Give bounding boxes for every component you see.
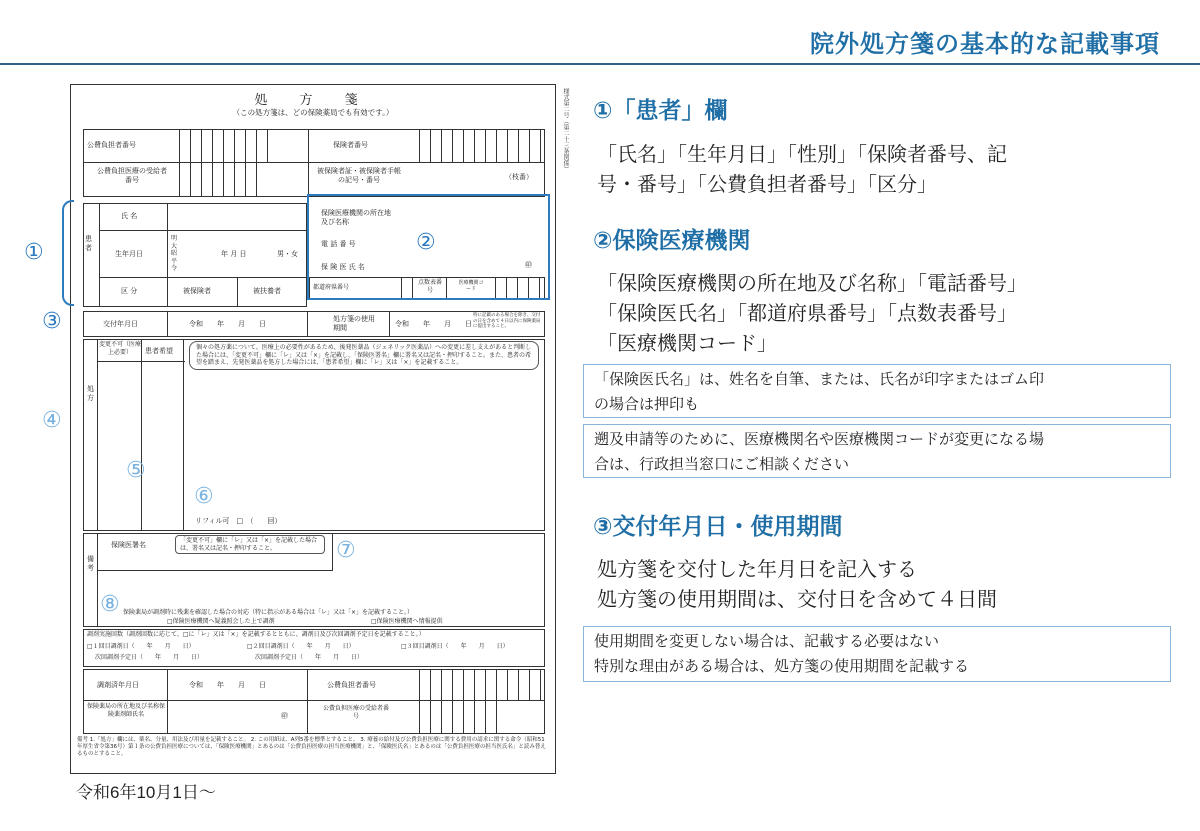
section-patient-body [597, 139, 1007, 199]
next-2: 次回調剤予定日（ 年 月 日） [255, 654, 364, 661]
institution-note-1-line2: の場合は押印も [594, 395, 700, 413]
dispensed-date-label: 調剤済年月日 [97, 681, 139, 689]
pharmacy-addr-label: 保険薬局の所在地及び名称保険薬剤師氏名 [87, 703, 166, 718]
marker-6: ⑥ [194, 484, 214, 509]
issue-date-value: 令和 年 月 日 [189, 320, 266, 328]
insured-card-label: 被保険者証・被保険者手帳の記号・番号 [317, 167, 401, 185]
marker-1: ① [24, 240, 44, 265]
recipient-boxes [169, 162, 257, 197]
payer-no-boxes-2 [409, 669, 541, 701]
issue-note-line2: 特別な理由がある場合は、処方箋の使用期間を記載する [594, 657, 970, 675]
institution-note-2-line1: 遡及申請等のために、医療機関名や医療機関コードが変更になる場 [594, 430, 1045, 448]
doctor-name-label: 保 険 医 氏 名 [321, 263, 365, 271]
pharmacy-opt1: □保険医療機関へ疑義照会した上で調剤 [167, 618, 275, 625]
pharmacy-check: 保険薬局が調剤時に残薬を確認した場合の対応（特に指示がある場合は「レ」又は「×」を記載すること。） [123, 609, 414, 616]
form-subtitle: （この処方箋は、どの保険薬局でも有効です。） [232, 108, 394, 117]
insurer-no-boxes [409, 129, 541, 163]
point-table-label: 点数表番号 [417, 279, 442, 294]
dependent-label: 被扶養者 [253, 287, 281, 295]
insured-label: 被保険者 [183, 287, 211, 295]
section-issue-title: ③交付年月日・使用期間 [593, 514, 843, 540]
section-issue-body [597, 554, 997, 614]
seal-mark: ㊞ [525, 261, 532, 269]
recipient-boxes-2 [409, 700, 497, 734]
institution-note-2-line2: 合は、行政担当窓口にご相談ください [594, 455, 850, 473]
page-title: 院外処方箋の基本的な記載事項 [810, 30, 1160, 58]
institution-note-2 [583, 424, 1171, 478]
marker-8: ⑧ [100, 592, 120, 617]
marker-4: ④ [42, 408, 62, 433]
institution-note-1-line1: 「保険医氏名」は、姓名を自筆、または、氏名が印字またはゴム印 [594, 370, 1045, 388]
usage-period-label: 処方箋の使用期間 [333, 315, 375, 333]
payer-no-label: 公費負担者番号 [87, 141, 136, 149]
inst-code-label: 医療機関コード [458, 280, 484, 293]
doctor-sign-label: 保険医署名 [111, 541, 146, 549]
marker-3: ③ [42, 309, 62, 334]
effective-date: 令和6年10月1日～ [76, 783, 216, 802]
section-institution-line1: 「保険医療機関の所在地及び名称」「電話番号」 [597, 271, 1027, 295]
marker-2: ② [416, 230, 436, 255]
pharmacy-seal: ㊞ [281, 712, 288, 720]
form-footnote: 備考 1.「処方」欄には、薬名、分量、用法及び用量を記載すること。 2. この用紙は、A列5番を標準とすること。 3. 療養の給付及び公費負担医療に関する費用の請求に関する命令（昭和51年厚生省令第36号）第１条の公費負担医療については、「保険医療機関」とあるのは「公費負担医療の担当医療機関」と、「保険医氏名」とあるのは「公費負担医療の担当医氏名」と読み替えるものとすること。 [77, 737, 546, 757]
dispense-1: □１回目調剤日（ 年 月 日） [87, 643, 195, 650]
dispense-times: 調剤実施回数（調剤回数に応じて、□に「レ」又は「×」を記載するとともに、調剤日及び次回調剤予定日を記載すること。） [87, 631, 425, 638]
section-patient-line1: 「氏名」「生年月日」「性別」「保険者番号、記 [597, 142, 1007, 166]
marker-5: ⑤ [126, 458, 146, 483]
pref-no-label: 都道府県番号 [313, 284, 350, 291]
section-issue-line1: 処方箋を交付した年月日を記入する [597, 557, 917, 581]
issue-note [583, 626, 1171, 682]
branch-label: （枝番） [505, 173, 533, 181]
patient-label: 患者 [85, 235, 92, 253]
prescription-form [70, 84, 556, 774]
dob-ymd: 年 月 日 [221, 250, 247, 258]
era-labels: 明大昭平令 [171, 235, 178, 272]
dob-label: 生年月日 [115, 250, 143, 258]
rx-label: 処方 [87, 385, 94, 403]
issue-date-label: 交付年月日 [103, 320, 138, 328]
section-patient-line2: 号・番号」「公費負担者番号」「区分」 [597, 172, 937, 196]
section-institution-line2: 「保険医氏名」「都道府県番号」「点数表番号」 [597, 301, 1017, 325]
category-label: 区 分 [121, 287, 138, 295]
refill-label: リフィル可 □ （ 回） [195, 517, 282, 525]
pharmacy-opt2: □保険医療機関へ情報提供 [371, 618, 443, 625]
name-label: 氏 名 [121, 212, 138, 220]
dispense-2: □２回目調剤日（ 年 月 日） [247, 643, 355, 650]
form-title: 処 方 箋 [254, 93, 372, 108]
section-institution-title: ②保険医療機関 [593, 228, 751, 254]
payer-recipient-label: 公費負担医療の受給者番号 [97, 167, 167, 185]
patient-bracket [62, 200, 74, 306]
phone-label: 電 話 番 号 [321, 240, 356, 248]
institution-note-1 [583, 364, 1171, 418]
payer-recipient-label-2: 公費負担医療の受給者番号 [322, 705, 389, 720]
issue-note-line1: 使用期間を変更しない場合は、記載する必要はない [594, 632, 940, 650]
section-issue-line2: 処方箋の使用期間は、交付日を含めて４日間 [597, 587, 997, 611]
rx-instruction: 個々の処方薬について、医療上の必要性があるため、後発医薬品（ジェネリック医薬品）への変更に差し支えがあると判断した場合には、「変更不可」欄に「レ」又は「×」を記載し、「保険医署名」欄に署名又は記名・押印すること。また、患者の希望を踏まえ、先発医薬品を処方した場合には、「患者希望」欄に「レ」又は「×」を記載すること。 [189, 341, 539, 370]
patient-request-label: 患者希望 [145, 347, 173, 355]
usage-period-value: 令和 年 月 日 [395, 320, 472, 328]
inst-address-label: 保険医療機関の所在地及び名称 [321, 209, 391, 227]
remarks-label: 備考 [87, 555, 94, 573]
sex-label: 男・女 [277, 250, 298, 258]
header-divider [0, 63, 1200, 65]
section-patient-title: ①「患者」欄 [593, 98, 728, 124]
section-institution-body [597, 268, 1027, 358]
dispensed-date-value: 令和 年 月 日 [189, 681, 266, 689]
insurer-no-label: 保険者番号 [333, 141, 368, 149]
marker-7: ⑦ [336, 538, 356, 563]
no-substitute-label: 変更不可（医療上必要） [99, 341, 142, 356]
section-institution-line3: 「医療機関コード」 [597, 331, 777, 355]
payer-no-label-2: 公費負担者番号 [327, 681, 376, 689]
dispense-3: □３回目調剤日（ 年 月 日） [401, 643, 509, 650]
next-1: 次回調剤予定日（ 年 月 日） [95, 654, 204, 661]
sign-note: 「変更不可」欄に「レ」又は「×」を記載した場合は、署名又は記名・押印すること。 [175, 535, 325, 554]
payer-no-boxes [169, 129, 268, 163]
usage-note: 特に記載のある場合を除き、交付の日を含めて４日以内に保険薬局に提出すること。 [473, 313, 541, 330]
form-side-note: 様式第二号（第二十三条関係） [562, 88, 569, 172]
